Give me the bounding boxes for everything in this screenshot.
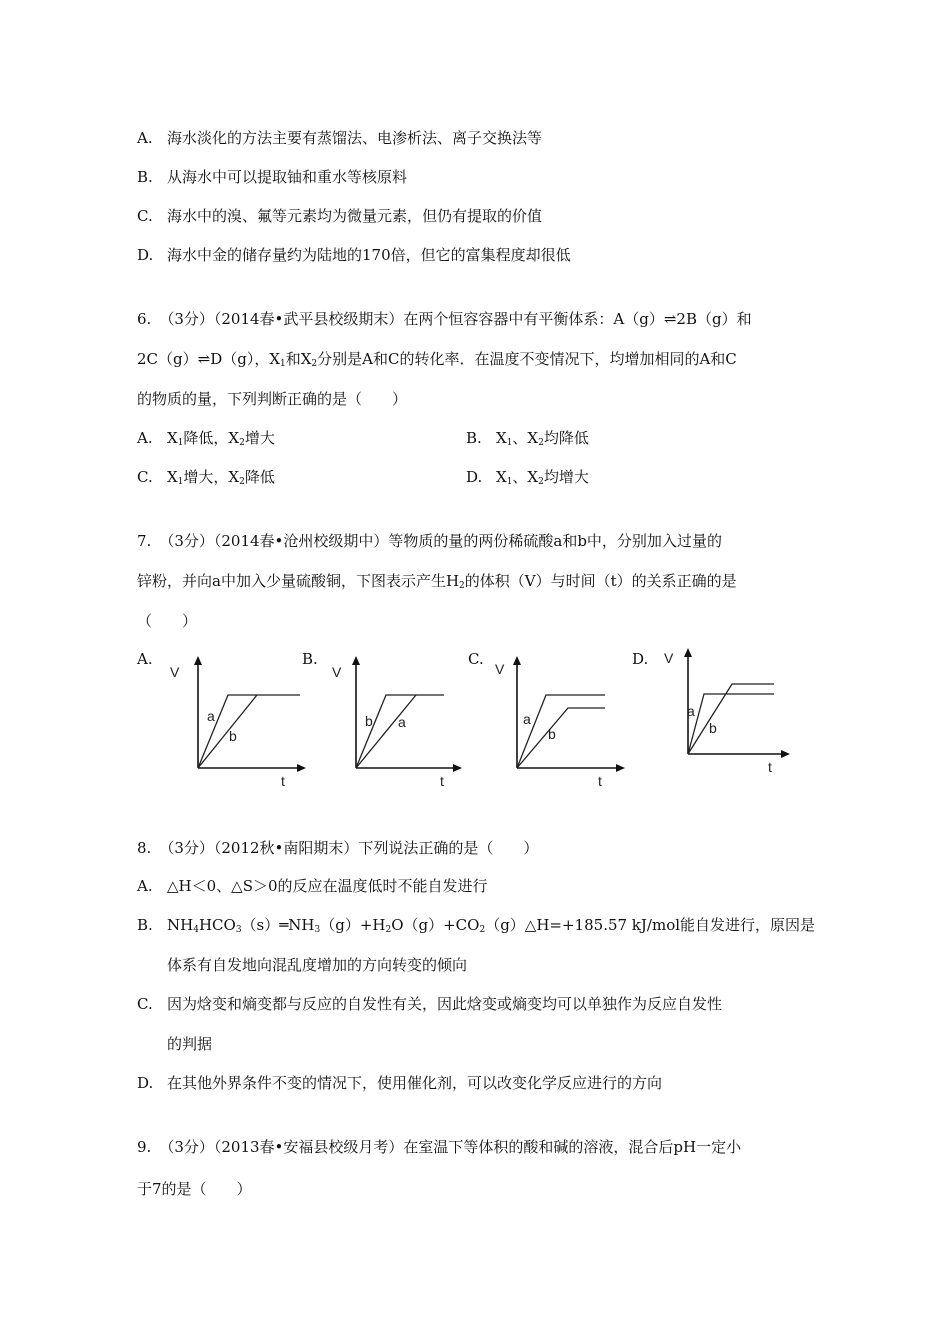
x-axis-arrow bbox=[297, 764, 306, 772]
option-label: C. bbox=[137, 995, 153, 1013]
x-axis-label: t bbox=[768, 759, 772, 775]
option-text: X bbox=[167, 429, 178, 447]
q8-option-c bbox=[137, 994, 722, 1014]
curve-b bbox=[356, 695, 444, 768]
option-label: B. bbox=[466, 429, 482, 447]
option-text: X bbox=[496, 468, 507, 486]
q6-option-b bbox=[466, 428, 589, 453]
option-text: HCO bbox=[198, 916, 236, 934]
q5-option-a bbox=[137, 128, 542, 148]
option-text: 均降低 bbox=[543, 429, 589, 447]
option-text: O（g）+CO bbox=[391, 916, 480, 934]
question-number: 8. bbox=[137, 839, 152, 857]
curve-a bbox=[688, 694, 774, 754]
y-axis-arrow bbox=[352, 656, 360, 665]
subscript: 2 bbox=[538, 438, 544, 448]
q9-stem-line1 bbox=[137, 1137, 741, 1157]
y-axis-arrow bbox=[513, 656, 521, 665]
option-text: 因为焓变和熵变都与反应的自发性有关，因此焓变或熵变均可以单独作为反应自发性 bbox=[167, 995, 723, 1013]
graph-b bbox=[326, 650, 476, 790]
curve-b-label: b bbox=[548, 726, 556, 742]
subscript: 1 bbox=[506, 438, 513, 448]
subscript: 3 bbox=[314, 925, 321, 935]
q6-option-d bbox=[466, 467, 589, 492]
option-label: C. bbox=[137, 207, 153, 225]
option-text: 海水中的溴、氟等元素均为微量元素，但仍有提取的价值 bbox=[167, 207, 543, 225]
option-text: 降低，X bbox=[183, 429, 240, 447]
curve-a-label: a bbox=[398, 714, 406, 730]
question-text: 在室温下等体积的酸和碱的溶液，混合后pH一定小 bbox=[403, 1138, 742, 1156]
curve-a-label: a bbox=[207, 708, 215, 724]
curve-b-label: b bbox=[365, 713, 373, 729]
subscript: 1 bbox=[177, 477, 184, 487]
stem-text: 锌粉，并向a中加入少量硫酸铜，下图表示产生H bbox=[137, 572, 460, 590]
curve-a bbox=[198, 695, 300, 768]
q7-stem-line1 bbox=[137, 531, 722, 551]
x-axis-label: t bbox=[598, 773, 602, 789]
stem-text: 于7的是（ ） bbox=[137, 1180, 252, 1198]
question-score: （3分） bbox=[159, 532, 214, 550]
option-text: （g）+H bbox=[320, 916, 386, 934]
y-axis-label: V bbox=[170, 664, 180, 680]
q5-option-c bbox=[137, 206, 542, 226]
graph-a bbox=[160, 650, 310, 790]
subscript: 1 bbox=[177, 438, 184, 448]
subscript: 3 bbox=[235, 925, 242, 935]
q8-option-b-cont bbox=[167, 955, 467, 975]
q5-option-b bbox=[137, 167, 407, 187]
curve-a bbox=[517, 695, 605, 768]
question-number: 7. bbox=[137, 532, 152, 550]
option-text: 降低 bbox=[244, 468, 275, 486]
q6-option-a bbox=[137, 428, 275, 453]
question-text: 下列说法正确的是（ ） bbox=[358, 839, 539, 857]
question-source: （2014春•武平县校级期末） bbox=[213, 310, 404, 328]
option-label: A. bbox=[137, 877, 153, 895]
question-score: （3分） bbox=[159, 1138, 214, 1156]
q7-stem-line2 bbox=[137, 571, 737, 596]
y-axis-label: V bbox=[664, 650, 674, 666]
q8-option-c-cont bbox=[167, 1034, 212, 1054]
graph-c-label: C. bbox=[468, 650, 484, 668]
stem-text: 分别是A和C的转化率．在温度不变情况下，均增加相同的A和C bbox=[317, 350, 737, 368]
option-text: （s）═NH bbox=[241, 916, 315, 934]
stem-text: 2C（g）⇌D（g），X bbox=[137, 350, 280, 368]
stem-text: 和X bbox=[285, 350, 312, 368]
option-text: 从海水中可以提取铀和重水等核原料 bbox=[167, 168, 408, 186]
subscript: 2 bbox=[239, 477, 245, 487]
option-text: X bbox=[496, 429, 507, 447]
option-text: 、X bbox=[512, 429, 539, 447]
option-label: D. bbox=[137, 246, 154, 264]
question-number: 9. bbox=[137, 1138, 152, 1156]
graph-d-label: D. bbox=[632, 650, 649, 668]
option-label: D. bbox=[466, 468, 483, 486]
q9-stem-line2 bbox=[137, 1179, 252, 1199]
subscript: 2 bbox=[239, 438, 245, 448]
q5-option-d bbox=[137, 245, 571, 265]
subscript: 2 bbox=[385, 925, 392, 935]
q6-stem-line3 bbox=[137, 389, 407, 409]
x-axis-label: t bbox=[440, 773, 444, 789]
option-text: 海水中金的储存量约为陆地的170倍，但它的富集程度却很低 bbox=[167, 246, 571, 264]
question-text: 等物质的量的两份稀硫酸a和b中，分别加入过量的 bbox=[388, 532, 722, 550]
option-label: B. bbox=[137, 916, 153, 934]
q8-option-d bbox=[137, 1073, 662, 1093]
question-source: （2014春•沧州校级期中） bbox=[213, 532, 389, 550]
option-label: A. bbox=[137, 129, 153, 147]
subscript: 2 bbox=[538, 477, 544, 487]
option-label: A. bbox=[137, 429, 153, 447]
option-label: D. bbox=[137, 1074, 154, 1092]
question-score: （3分） bbox=[159, 839, 214, 857]
q6-stem-line1 bbox=[137, 309, 752, 329]
y-axis-arrow bbox=[194, 656, 202, 665]
q6-option-c bbox=[137, 467, 275, 492]
curve-b-label: b bbox=[229, 728, 237, 744]
option-text: 体系有自发地向混乱度增加的方向转变的倾向 bbox=[167, 956, 468, 974]
subscript: 2 bbox=[311, 359, 318, 369]
subscript: 2 bbox=[459, 581, 465, 591]
stem-text: 的体积（V）与时间（t）的关系正确的是 bbox=[464, 572, 737, 590]
option-text: 均增大 bbox=[543, 468, 589, 486]
q8-option-a bbox=[137, 876, 488, 896]
option-label: C. bbox=[137, 468, 153, 486]
y-axis-arrow bbox=[684, 648, 692, 657]
y-axis-label: V bbox=[332, 664, 342, 680]
graph-b-label: B. bbox=[302, 650, 318, 668]
curve-b-label: b bbox=[709, 720, 717, 736]
option-text: NH bbox=[167, 916, 194, 934]
graph-a-label: A. bbox=[137, 650, 153, 668]
curve-a bbox=[356, 695, 416, 768]
option-text: 增大，X bbox=[183, 468, 240, 486]
subscript: 1 bbox=[506, 477, 513, 487]
q7-stem-line3 bbox=[137, 611, 197, 631]
x-axis-arrow bbox=[781, 750, 790, 758]
q6-stem-line2 bbox=[137, 349, 737, 374]
graph-c bbox=[490, 650, 640, 790]
option-label: B. bbox=[137, 168, 153, 186]
q8-stem bbox=[137, 838, 538, 858]
question-text: 在两个恒容容器中有平衡体系：A（g）⇌2B（g）和 bbox=[403, 310, 752, 328]
x-axis-arrow bbox=[616, 764, 625, 772]
subscript: 1 bbox=[280, 359, 286, 369]
question-score: （3分） bbox=[159, 310, 214, 328]
question-source: （2013春•安福县校级月考） bbox=[213, 1138, 404, 1156]
stem-text: 的物质的量，下列判断正确的是（ ） bbox=[137, 390, 408, 408]
x-axis-arrow bbox=[453, 764, 462, 772]
x-axis-label: t bbox=[281, 773, 285, 789]
curve-a-label: a bbox=[523, 711, 531, 727]
option-text: （g）△H=+185.57 kJ/mol能自发进行，原因是 bbox=[485, 916, 816, 934]
q8-option-b bbox=[137, 915, 815, 940]
option-text: 海水淡化的方法主要有蒸馏法、电渗析法、离子交换法等 bbox=[167, 129, 543, 147]
stem-text: （ ） bbox=[137, 612, 198, 630]
option-text: 的判据 bbox=[167, 1035, 213, 1053]
question-number: 6. bbox=[137, 310, 152, 328]
question-source: （2012秋•南阳期末） bbox=[213, 839, 359, 857]
option-text: △H＜0、△S＞0的反应在温度低时不能自发进行 bbox=[167, 877, 488, 895]
option-text: 增大 bbox=[244, 429, 275, 447]
option-text: 在其他外界条件不变的情况下，使用催化剂，可以改变化学反应进行的方向 bbox=[167, 1074, 663, 1092]
option-text: X bbox=[167, 468, 178, 486]
option-text: 、X bbox=[512, 468, 539, 486]
graph-d bbox=[660, 646, 810, 786]
y-axis-label: V bbox=[495, 661, 505, 677]
curve-b bbox=[198, 695, 257, 768]
subscript: 4 bbox=[193, 925, 199, 935]
curve-a-label: a bbox=[687, 703, 695, 719]
subscript: 2 bbox=[479, 925, 486, 935]
